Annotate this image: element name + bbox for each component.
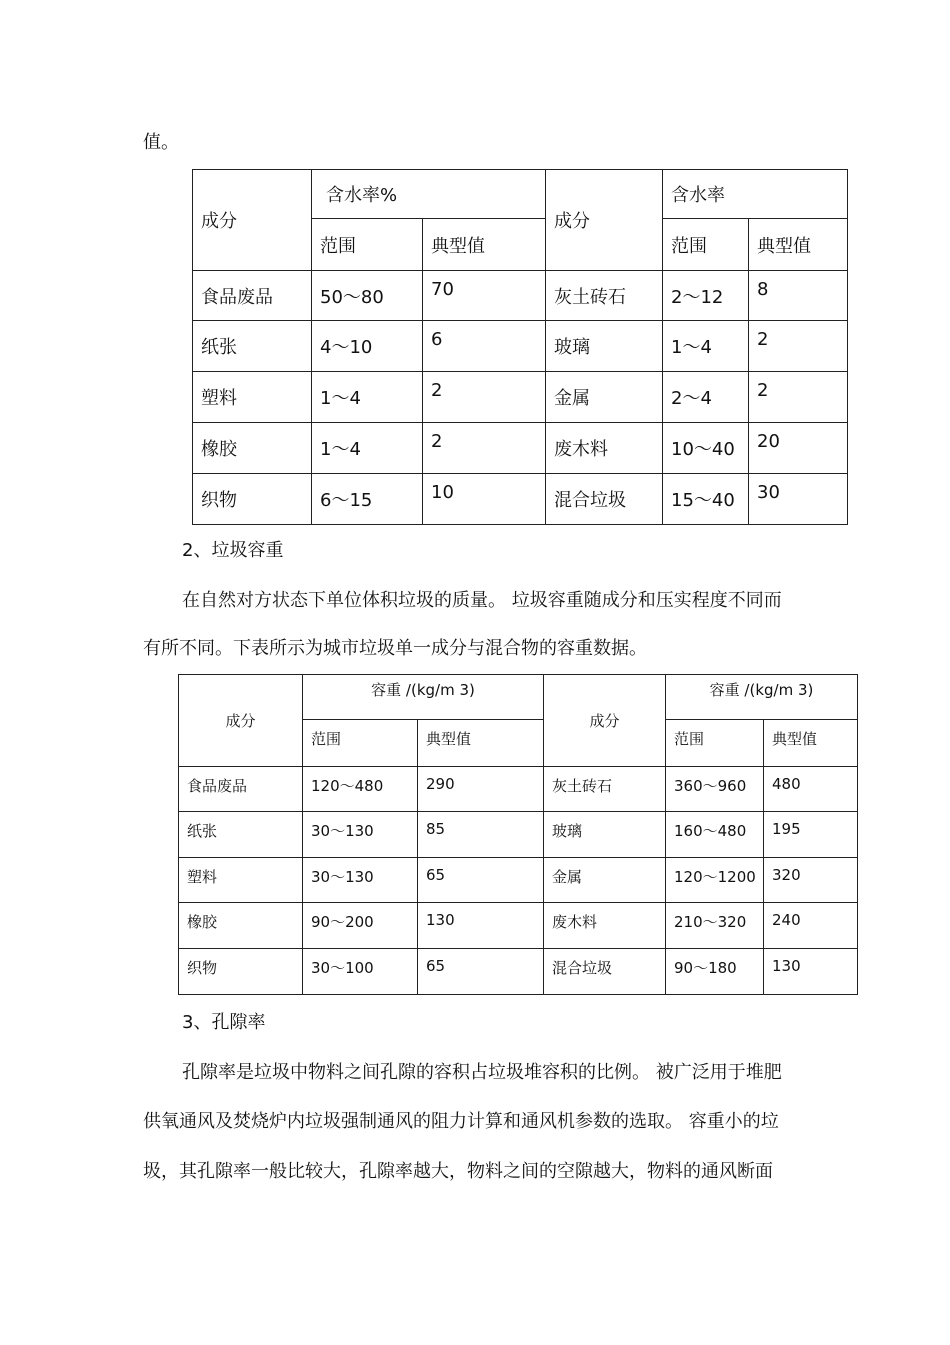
cell-range: 2～4 [671,388,712,409]
cell-range: 1～4 [671,337,712,358]
table-row [179,767,858,812]
cell-range: 1～4 [320,388,361,409]
table-row [193,271,848,321]
cell-range: 210～320 [674,913,747,931]
cell-name: 织物 [201,490,237,511]
cell-name: 塑料 [201,388,237,409]
cell-name: 混合垃圾 [552,959,613,977]
cell-typical: 30 [757,482,780,503]
cell-typical: 130 [772,957,801,975]
cell-range: 50～80 [320,286,384,308]
cell-name: 混合垃圾 [554,490,627,511]
cell-typical: 85 [426,820,446,838]
cell-range: 2～12 [671,286,724,308]
density-header-component-right: 成分 [544,675,666,767]
cell-name: 食品废品 [187,777,248,795]
cell-name: 食品废品 [201,286,273,308]
cell-range: 1～4 [320,439,361,460]
cell-range: 160～480 [674,822,747,840]
cell-range: 30～100 [311,959,374,977]
cell-typical: 290 [426,775,455,793]
cell-name: 玻璃 [552,822,583,840]
paragraph-porosity-line3: 圾，其孔隙率一般比较大，孔隙率越大，物料之间的空隙越大，物料的通风断面 [143,1161,773,1182]
table-row [179,858,858,903]
moisture-header-range-right: 范围 [663,219,749,271]
cell-typical: 2 [757,329,769,350]
cell-range: 15～40 [671,490,735,511]
cell-name: 金属 [552,868,583,886]
density-table [178,674,858,995]
density-header-component-left: 成分 [179,675,303,767]
cell-typical: 195 [772,820,801,838]
cell-typical: 2 [431,380,443,401]
density-header-group-right: 容重 /(kg/m 3) [666,675,858,720]
cell-typical: 10 [431,482,454,503]
moisture-header-typical-left: 典型值 [423,219,546,271]
cell-typical: 2 [431,431,443,452]
density-header-range-right: 范围 [666,720,764,767]
paragraph-density-line2: 有所不同。下表所示为城市垃圾单一成分与混合物的容重数据。 [143,638,647,659]
moisture-table [192,169,848,525]
density-header-typical-left: 典型值 [418,720,544,767]
cell-typical: 8 [757,279,769,300]
paragraph-density-line1: 在自然对方状态下单位体积垃圾的质量。 垃圾容重随成分和压实程度不同而 [182,590,782,611]
cell-typical: 240 [772,911,801,929]
cell-typical: 65 [426,957,446,975]
table-row [193,321,848,372]
cell-range: 360～960 [674,777,747,795]
cell-typical: 65 [426,866,446,884]
table-row [179,903,858,949]
intro-tail-text: 值。 [143,132,179,153]
moisture-header-typical-right: 典型值 [749,219,848,271]
cell-name: 纸张 [201,337,237,358]
cell-name: 灰土砖石 [552,777,613,795]
cell-typical: 2 [757,380,769,401]
cell-name: 金属 [554,388,591,409]
table-row [179,949,858,995]
cell-range: 4～10 [320,337,373,358]
cell-name: 织物 [187,959,218,977]
cell-name: 塑料 [187,868,218,886]
cell-name: 橡胶 [201,439,237,460]
table-row [193,474,848,525]
table-row [193,372,848,423]
density-header-group-left: 容重 /(kg/m 3) [303,675,544,720]
moisture-header-component-right: 成分 [546,170,663,271]
cell-name: 废木料 [552,913,598,931]
cell-name: 灰土砖石 [554,286,627,308]
cell-range: 30～130 [311,868,374,886]
cell-typical: 20 [757,431,780,452]
cell-range: 120～480 [311,777,384,795]
cell-range: 120～1200 [674,868,756,886]
heading-porosity: 3、孔隙率 [182,1012,266,1033]
cell-range: 30～130 [311,822,374,840]
cell-range: 90～180 [674,959,737,977]
cell-range: 10～40 [671,439,735,460]
moisture-header-range-left: 范围 [312,219,423,271]
moisture-header-group-left: 含水率% [312,170,546,219]
cell-name: 废木料 [554,439,609,460]
table-row [179,812,858,858]
paragraph-porosity-line2: 供氧通风及焚烧炉内垃圾强制通风的阻力计算和通风机参数的选取。 容重小的垃 [143,1111,779,1132]
cell-typical: 480 [772,775,801,793]
density-header-range-left: 范围 [303,720,418,767]
cell-typical: 320 [772,866,801,884]
cell-name: 纸张 [187,822,218,840]
cell-name: 玻璃 [554,337,591,358]
table-row [193,423,848,474]
cell-typical: 70 [431,279,454,300]
paragraph-porosity-line1: 孔隙率是垃圾中物料之间孔隙的容积占垃圾堆容积的比例。 被广泛用于堆肥 [182,1062,782,1083]
heading-density: 2、垃圾容重 [182,540,284,561]
cell-typical: 6 [431,329,443,350]
cell-range: 6～15 [320,490,373,511]
cell-range: 90～200 [311,913,374,931]
cell-typical: 130 [426,911,455,929]
density-header-typical-right: 典型值 [764,720,858,767]
moisture-header-component-left: 成分 [193,170,312,271]
moisture-header-group-right: 含水率 [663,170,848,219]
cell-name: 橡胶 [187,913,218,931]
